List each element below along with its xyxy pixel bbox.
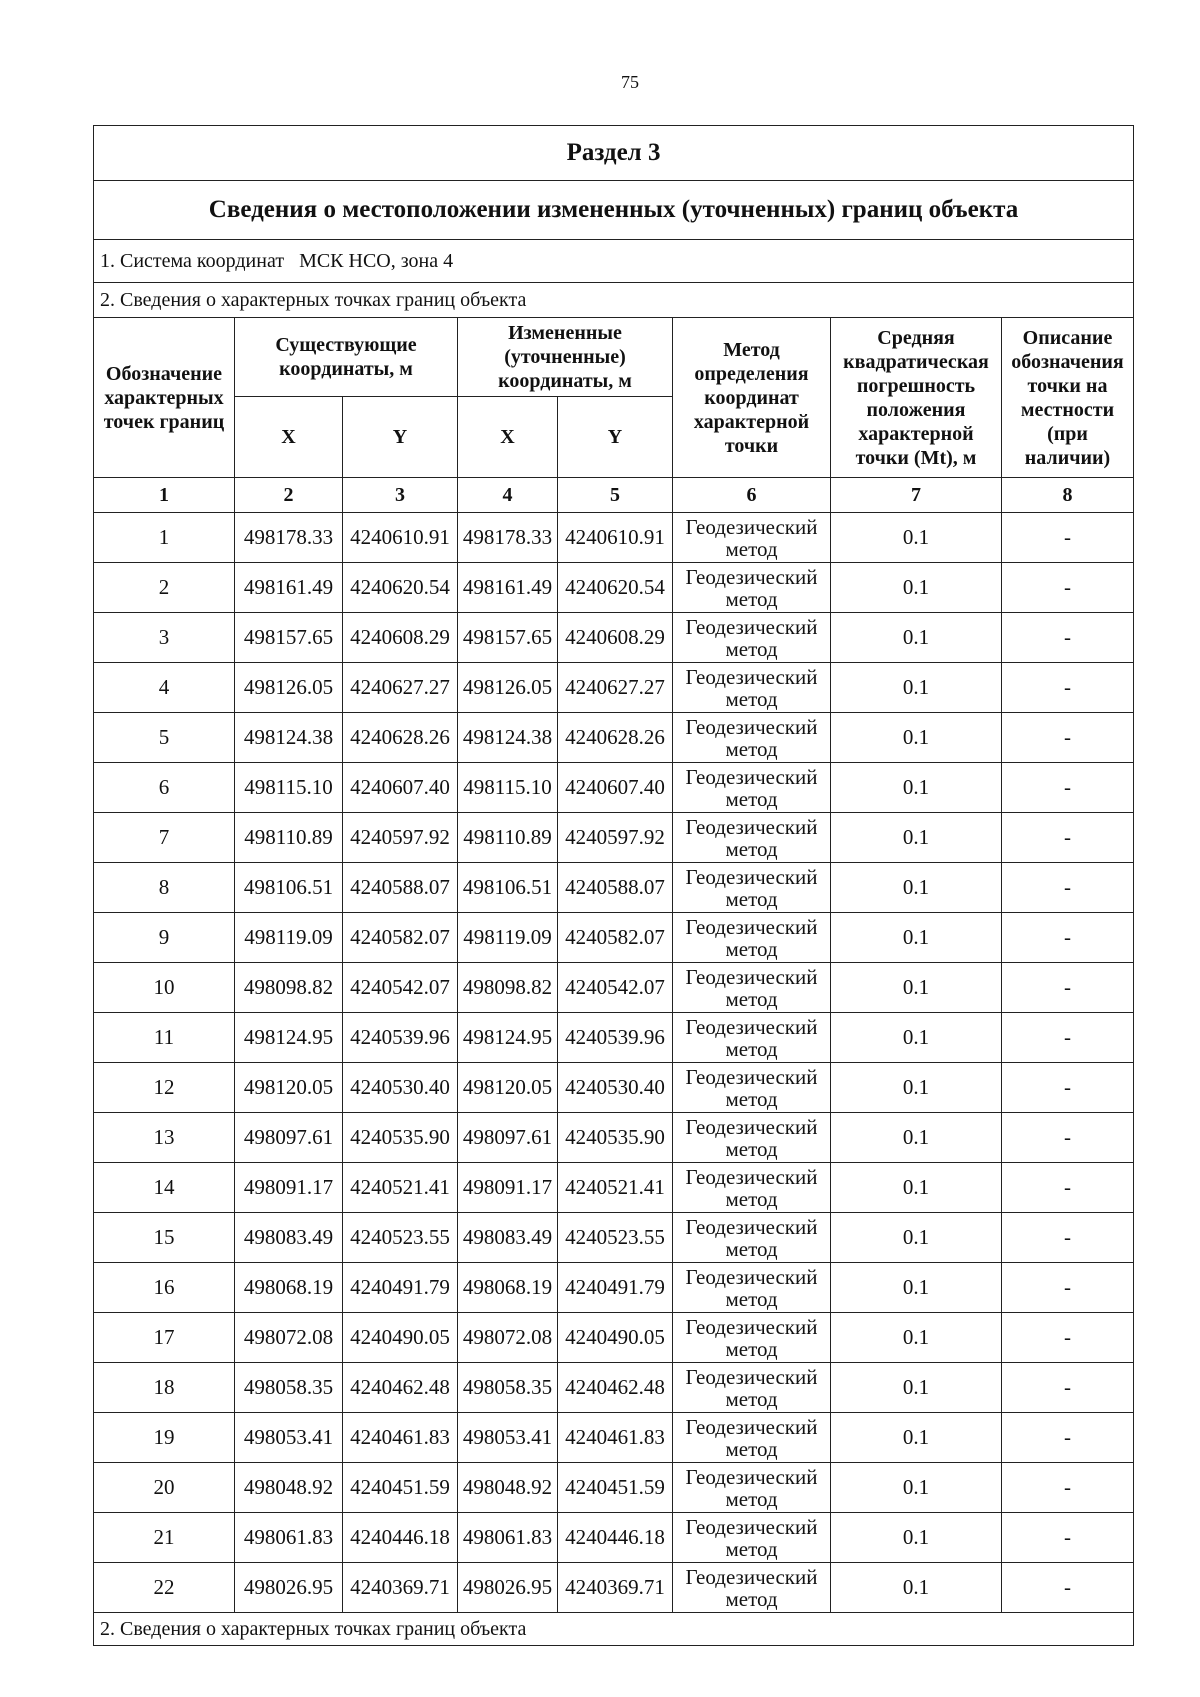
cell-changed-y: 4240588.07 — [558, 863, 673, 913]
column-number: 8 — [1002, 478, 1134, 513]
cell-existing-x: 498157.65 — [235, 613, 343, 663]
table-row — [94, 1363, 1134, 1413]
cell-description: - — [1002, 863, 1134, 913]
cell-existing-x: 498061.83 — [235, 1513, 343, 1563]
cell-changed-y: 4240582.07 — [558, 913, 673, 963]
cell-point-number: 22 — [94, 1563, 235, 1613]
cell-description: - — [1002, 813, 1134, 863]
table-row — [94, 563, 1134, 613]
table-row — [94, 863, 1134, 913]
cell-changed-y: 4240610.91 — [558, 513, 673, 563]
cell-method: Геодезический метод — [673, 813, 831, 863]
cell-mean-error: 0.1 — [831, 1463, 1002, 1513]
coord-system-label: 1. Система координат — [100, 249, 285, 272]
cell-mean-error: 0.1 — [831, 1013, 1002, 1063]
cell-existing-y: 4240542.07 — [343, 963, 458, 1013]
cell-mean-error: 0.1 — [831, 613, 1002, 663]
footer-heading: 2. Сведения о характерных точках границ объекта — [94, 1613, 1134, 1646]
coord-system-row — [94, 240, 1134, 283]
table-row — [94, 1063, 1134, 1113]
page-number: 75 — [621, 72, 639, 92]
cell-existing-y: 4240446.18 — [343, 1513, 458, 1563]
cell-mean-error: 0.1 — [831, 963, 1002, 1013]
table-row — [94, 513, 1134, 563]
cell-point-number: 1 — [94, 513, 235, 563]
cell-existing-y: 4240628.26 — [343, 713, 458, 763]
cell-changed-y: 4240491.79 — [558, 1263, 673, 1313]
cell-description: - — [1002, 1463, 1134, 1513]
cell-changed-y: 4240597.92 — [558, 813, 673, 863]
cell-existing-x: 498058.35 — [235, 1363, 343, 1413]
table-row — [94, 663, 1134, 713]
cell-method: Геодезический метод — [673, 563, 831, 613]
cell-changed-y: 4240446.18 — [558, 1513, 673, 1563]
cell-existing-y: 4240620.54 — [343, 563, 458, 613]
cell-method: Геодезический метод — [673, 913, 831, 963]
cell-method: Геодезический метод — [673, 663, 831, 713]
cell-existing-y: 4240608.29 — [343, 613, 458, 663]
header-designation: Обозначение характерных точек границ — [94, 318, 235, 478]
cell-existing-x: 498048.92 — [235, 1463, 343, 1513]
cell-existing-x: 498053.41 — [235, 1413, 343, 1463]
cell-changed-x: 498058.35 — [458, 1363, 558, 1413]
cell-point-number: 19 — [94, 1413, 235, 1463]
section-subtitle: Сведения о местоположении измененных (уточненных) границ объекта — [94, 181, 1134, 240]
table-row — [94, 1563, 1134, 1613]
cell-point-number: 5 — [94, 713, 235, 763]
cell-existing-x: 498178.33 — [235, 513, 343, 563]
cell-existing-y: 4240490.05 — [343, 1313, 458, 1363]
cell-existing-x: 498119.09 — [235, 913, 343, 963]
cell-description: - — [1002, 913, 1134, 963]
table-row — [94, 1213, 1134, 1263]
cell-changed-y: 4240620.54 — [558, 563, 673, 613]
cell-existing-x: 498110.89 — [235, 813, 343, 863]
cell-description: - — [1002, 1313, 1134, 1363]
cell-mean-error: 0.1 — [831, 663, 1002, 713]
cell-method: Геодезический метод — [673, 613, 831, 663]
cell-mean-error: 0.1 — [831, 1363, 1002, 1413]
cell-existing-x: 498072.08 — [235, 1313, 343, 1363]
cell-existing-x: 498124.38 — [235, 713, 343, 763]
cell-changed-x: 498124.95 — [458, 1013, 558, 1063]
cell-changed-y: 4240523.55 — [558, 1213, 673, 1263]
cell-point-number: 12 — [94, 1063, 235, 1113]
cell-changed-y: 4240628.26 — [558, 713, 673, 763]
header-changed-x: X — [458, 397, 558, 478]
column-number: 7 — [831, 478, 1002, 513]
cell-method: Геодезический метод — [673, 1013, 831, 1063]
cell-mean-error: 0.1 — [831, 813, 1002, 863]
cell-changed-y: 4240490.05 — [558, 1313, 673, 1363]
cell-point-number: 15 — [94, 1213, 235, 1263]
header-error: Средняя квадратическая погрешность положения характерной точки (Mt), м — [831, 318, 1002, 478]
cell-existing-x: 498097.61 — [235, 1113, 343, 1163]
column-number: 3 — [343, 478, 458, 513]
column-number-row — [94, 478, 1134, 513]
cell-existing-x: 498026.95 — [235, 1563, 343, 1613]
cell-existing-y: 4240539.96 — [343, 1013, 458, 1063]
cell-mean-error: 0.1 — [831, 1563, 1002, 1613]
table-row — [94, 1013, 1134, 1063]
cell-changed-y: 4240608.29 — [558, 613, 673, 663]
cell-description: - — [1002, 563, 1134, 613]
cell-point-number: 20 — [94, 1463, 235, 1513]
cell-changed-y: 4240521.41 — [558, 1163, 673, 1213]
cell-existing-x: 498098.82 — [235, 963, 343, 1013]
cell-existing-x: 498091.17 — [235, 1163, 343, 1213]
cell-existing-x: 498120.05 — [235, 1063, 343, 1113]
header-method: Метод определения координат характерной точки — [673, 318, 831, 478]
cell-mean-error: 0.1 — [831, 1163, 1002, 1213]
cell-changed-y: 4240607.40 — [558, 763, 673, 813]
cell-changed-y: 4240539.96 — [558, 1013, 673, 1063]
cell-description: - — [1002, 1113, 1134, 1163]
cell-changed-x: 498061.83 — [458, 1513, 558, 1563]
cell-point-number: 14 — [94, 1163, 235, 1213]
cell-changed-x: 498124.38 — [458, 713, 558, 763]
cell-point-number: 13 — [94, 1113, 235, 1163]
table-row — [94, 1413, 1134, 1463]
cell-description: - — [1002, 663, 1134, 713]
cell-changed-x: 498161.49 — [458, 563, 558, 613]
cell-point-number: 18 — [94, 1363, 235, 1413]
section-title: Раздел 3 — [94, 126, 1134, 181]
cell-point-number: 9 — [94, 913, 235, 963]
cell-mean-error: 0.1 — [831, 563, 1002, 613]
cell-existing-x: 498126.05 — [235, 663, 343, 713]
cell-method: Геодезический метод — [673, 763, 831, 813]
cell-point-number: 10 — [94, 963, 235, 1013]
cell-changed-x: 498072.08 — [458, 1313, 558, 1363]
cell-method: Геодезический метод — [673, 713, 831, 763]
cell-mean-error: 0.1 — [831, 513, 1002, 563]
cell-point-number: 21 — [94, 1513, 235, 1563]
cell-point-number: 16 — [94, 1263, 235, 1313]
cell-method: Геодезический метод — [673, 863, 831, 913]
cell-changed-y: 4240542.07 — [558, 963, 673, 1013]
coord-system-value: МСК НСО, зона 4 — [299, 249, 454, 272]
header-description: Описание обозначения точки на местности (при наличии) — [1002, 318, 1134, 478]
cell-changed-x: 498110.89 — [458, 813, 558, 863]
cell-existing-y: 4240597.92 — [343, 813, 458, 863]
cell-existing-y: 4240627.27 — [343, 663, 458, 713]
cell-point-number: 7 — [94, 813, 235, 863]
cell-changed-y: 4240535.90 — [558, 1113, 673, 1163]
boundary-points-table — [93, 125, 1134, 1646]
cell-description: - — [1002, 1513, 1134, 1563]
cell-existing-y: 4240530.40 — [343, 1063, 458, 1113]
cell-description: - — [1002, 1563, 1134, 1613]
cell-method: Геодезический метод — [673, 1363, 831, 1413]
cell-point-number: 11 — [94, 1013, 235, 1063]
cell-mean-error: 0.1 — [831, 1313, 1002, 1363]
column-number: 5 — [558, 478, 673, 513]
table-row — [94, 813, 1134, 863]
cell-point-number: 4 — [94, 663, 235, 713]
cell-changed-x: 498026.95 — [458, 1563, 558, 1613]
cell-existing-y: 4240582.07 — [343, 913, 458, 963]
cell-mean-error: 0.1 — [831, 1213, 1002, 1263]
cell-description: - — [1002, 1263, 1134, 1313]
cell-method: Геодезический метод — [673, 1063, 831, 1113]
column-number: 4 — [458, 478, 558, 513]
cell-existing-y: 4240610.91 — [343, 513, 458, 563]
cell-changed-x: 498048.92 — [458, 1463, 558, 1513]
cell-mean-error: 0.1 — [831, 763, 1002, 813]
cell-mean-error: 0.1 — [831, 1063, 1002, 1113]
table-row — [94, 963, 1134, 1013]
cell-changed-x: 498178.33 — [458, 513, 558, 563]
cell-changed-y: 4240461.83 — [558, 1413, 673, 1463]
cell-method: Геодезический метод — [673, 963, 831, 1013]
points-heading: 2. Сведения о характерных точках границ объекта — [94, 283, 1134, 318]
cell-existing-y: 4240535.90 — [343, 1113, 458, 1163]
cell-existing-y: 4240491.79 — [343, 1263, 458, 1313]
cell-existing-x: 498106.51 — [235, 863, 343, 913]
column-number: 2 — [235, 478, 343, 513]
cell-existing-x: 498161.49 — [235, 563, 343, 613]
cell-description: - — [1002, 1413, 1134, 1463]
cell-point-number: 3 — [94, 613, 235, 663]
table-row — [94, 713, 1134, 763]
cell-method: Геодезический метод — [673, 1463, 831, 1513]
cell-changed-x: 498098.82 — [458, 963, 558, 1013]
cell-method: Геодезический метод — [673, 1213, 831, 1263]
cell-changed-x: 498091.17 — [458, 1163, 558, 1213]
table-row — [94, 613, 1134, 663]
cell-existing-y: 4240369.71 — [343, 1563, 458, 1613]
cell-changed-y: 4240627.27 — [558, 663, 673, 713]
cell-mean-error: 0.1 — [831, 1113, 1002, 1163]
cell-description: - — [1002, 1163, 1134, 1213]
header-existing-y: Y — [343, 397, 458, 478]
cell-mean-error: 0.1 — [831, 1513, 1002, 1563]
cell-method: Геодезический метод — [673, 1413, 831, 1463]
cell-changed-x: 498053.41 — [458, 1413, 558, 1463]
table-row — [94, 1163, 1134, 1213]
table-row — [94, 1463, 1134, 1513]
cell-mean-error: 0.1 — [831, 913, 1002, 963]
cell-method: Геодезический метод — [673, 1513, 831, 1563]
cell-existing-y: 4240607.40 — [343, 763, 458, 813]
cell-changed-x: 498068.19 — [458, 1263, 558, 1313]
cell-changed-x: 498097.61 — [458, 1113, 558, 1163]
table-row — [94, 1263, 1134, 1313]
table-row — [94, 1313, 1134, 1363]
cell-method: Геодезический метод — [673, 513, 831, 563]
cell-method: Геодезический метод — [673, 1313, 831, 1363]
column-number: 6 — [673, 478, 831, 513]
cell-mean-error: 0.1 — [831, 1263, 1002, 1313]
header-changed-y: Y — [558, 397, 673, 478]
cell-changed-x: 498115.10 — [458, 763, 558, 813]
table-row — [94, 913, 1134, 963]
cell-existing-y: 4240588.07 — [343, 863, 458, 913]
cell-existing-y: 4240461.83 — [343, 1413, 458, 1463]
cell-point-number: 17 — [94, 1313, 235, 1363]
cell-description: - — [1002, 713, 1134, 763]
table-row — [94, 1113, 1134, 1163]
cell-changed-x: 498120.05 — [458, 1063, 558, 1113]
cell-changed-x: 498157.65 — [458, 613, 558, 663]
cell-point-number: 6 — [94, 763, 235, 813]
cell-existing-x: 498068.19 — [235, 1263, 343, 1313]
cell-point-number: 8 — [94, 863, 235, 913]
cell-description: - — [1002, 1213, 1134, 1263]
table-row — [94, 763, 1134, 813]
cell-existing-y: 4240521.41 — [343, 1163, 458, 1213]
cell-changed-y: 4240369.71 — [558, 1563, 673, 1613]
cell-changed-y: 4240462.48 — [558, 1363, 673, 1413]
cell-existing-y: 4240451.59 — [343, 1463, 458, 1513]
header-existing-coords: Существующие координаты, м — [235, 318, 458, 397]
cell-description: - — [1002, 613, 1134, 663]
cell-mean-error: 0.1 — [831, 863, 1002, 913]
cell-changed-x: 498119.09 — [458, 913, 558, 963]
cell-existing-x: 498115.10 — [235, 763, 343, 813]
cell-mean-error: 0.1 — [831, 713, 1002, 763]
cell-changed-y: 4240530.40 — [558, 1063, 673, 1113]
column-number: 1 — [94, 478, 235, 513]
cell-method: Геодезический метод — [673, 1563, 831, 1613]
cell-existing-y: 4240462.48 — [343, 1363, 458, 1413]
header-existing-x: X — [235, 397, 343, 478]
cell-changed-x: 498126.05 — [458, 663, 558, 713]
cell-description: - — [1002, 513, 1134, 563]
cell-method: Геодезический метод — [673, 1263, 831, 1313]
cell-description: - — [1002, 1063, 1134, 1113]
cell-description: - — [1002, 1013, 1134, 1063]
cell-changed-x: 498106.51 — [458, 863, 558, 913]
cell-description: - — [1002, 1363, 1134, 1413]
cell-changed-y: 4240451.59 — [558, 1463, 673, 1513]
cell-method: Геодезический метод — [673, 1113, 831, 1163]
cell-point-number: 2 — [94, 563, 235, 613]
cell-mean-error: 0.1 — [831, 1413, 1002, 1463]
cell-existing-x: 498124.95 — [235, 1013, 343, 1063]
cell-method: Геодезический метод — [673, 1163, 831, 1213]
cell-description: - — [1002, 763, 1134, 813]
header-changed-coords: Измененные (уточненные) координаты, м — [458, 318, 673, 397]
table-row — [94, 1513, 1134, 1563]
cell-changed-x: 498083.49 — [458, 1213, 558, 1263]
cell-description: - — [1002, 963, 1134, 1013]
cell-existing-x: 498083.49 — [235, 1213, 343, 1263]
cell-existing-y: 4240523.55 — [343, 1213, 458, 1263]
